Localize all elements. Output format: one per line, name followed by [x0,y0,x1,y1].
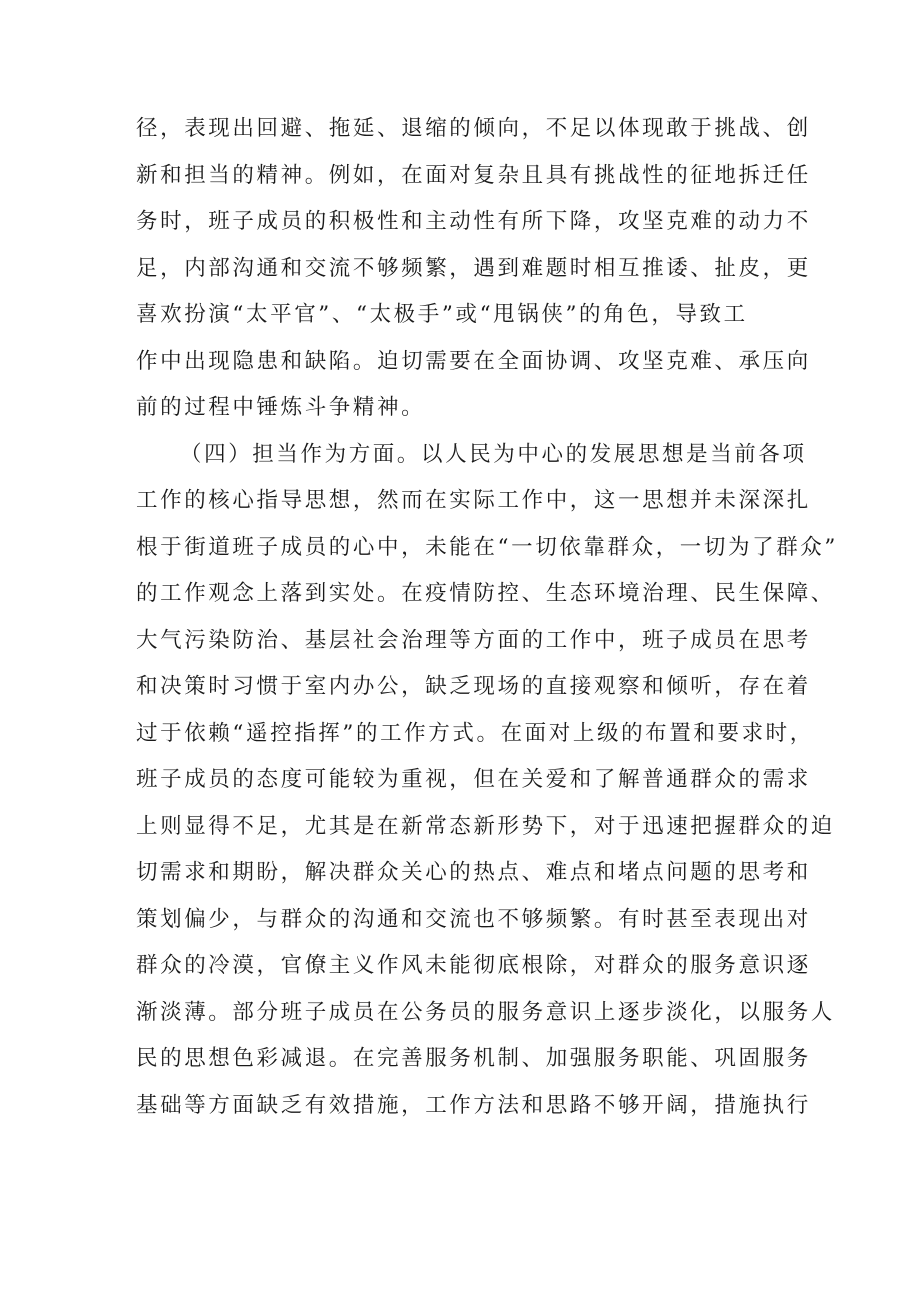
text-line: 班子成员的态度可能较为重视，但在关爱和了解普通群众的需求 [136,767,811,792]
text-line: 径，表现出回避、拖延、退缩的倾向，不足以体现敢于挑战、创 [136,116,811,141]
text-line: 作中出现隐患和缺陷。迫切需要在全面协调、攻坚克难、承压向 [136,348,811,374]
text-line-indented: （四）担当作为方面。以人民为中心的发展思想是当前各项 [180,441,807,467]
document-body [136,106,838,1129]
text-line: 民的思想色彩减退。在完善服务机制、加强服务职能、巩固服务 [136,1046,811,1071]
text-line: 新和担当的精神。例如，在面对复杂且具有挑战性的征地拆迁任 [136,162,811,188]
text-line: 策划偏少，与群众的沟通和交流也不够频繁。有时甚至表现出对 [136,906,811,932]
text-line: 根于街道班子成员的心中，未能在“一切依靠群众，一切为了群众” [136,534,838,560]
text-line: 过于依赖“遥控指挥”的工作方式。在面对上级的布置和要求时， [136,720,814,746]
text-line: 工作的核心指导思想，然而在实际工作中，这一思想并未深深扎 [136,488,811,513]
text-line: 群众的冷漠，官僚主义作风未能彻底根除，对群众的服务意识逐 [136,953,811,978]
text-line: 的工作观念上落到实处。在疫情防控、生态环境治理、民生保障、 [136,581,835,606]
paragraph-2 [136,432,838,1130]
text-line: 大气污染防治、基层社会治理等方面的工作中，班子成员在思考 [136,627,811,653]
text-line: 上则显得不足，尤其是在新常态新形势下，对于迅速把握群众的迫 [136,813,835,839]
text-line: 务时，班子成员的积极性和主动性有所下降，攻坚克难的动力不 [136,209,811,234]
text-line: 喜欢扮演“太平官”、“太极手”或“甩锅侠”的角色，导致工 [136,302,748,327]
text-line: 切需求和期盼，解决群众关心的热点、难点和堵点问题的思考和 [136,860,811,885]
text-line: 前的过程中锤炼斗争精神。 [136,395,426,420]
text-line: 足，内部沟通和交流不够频繁，遇到难题时相互推诿、扯皮，更 [136,255,811,281]
text-line: 基础等方面缺乏有效措施，工作方法和思路不够开阔，措施执行 [136,1092,811,1118]
paragraph-1 [136,106,811,432]
text-line: 和决策时习惯于室内办公，缺乏现场的直接观察和倾听，存在着 [136,674,811,699]
text-line: 渐淡薄。部分班子成员在公务员的服务意识上逐步淡化，以服务人 [136,999,835,1025]
